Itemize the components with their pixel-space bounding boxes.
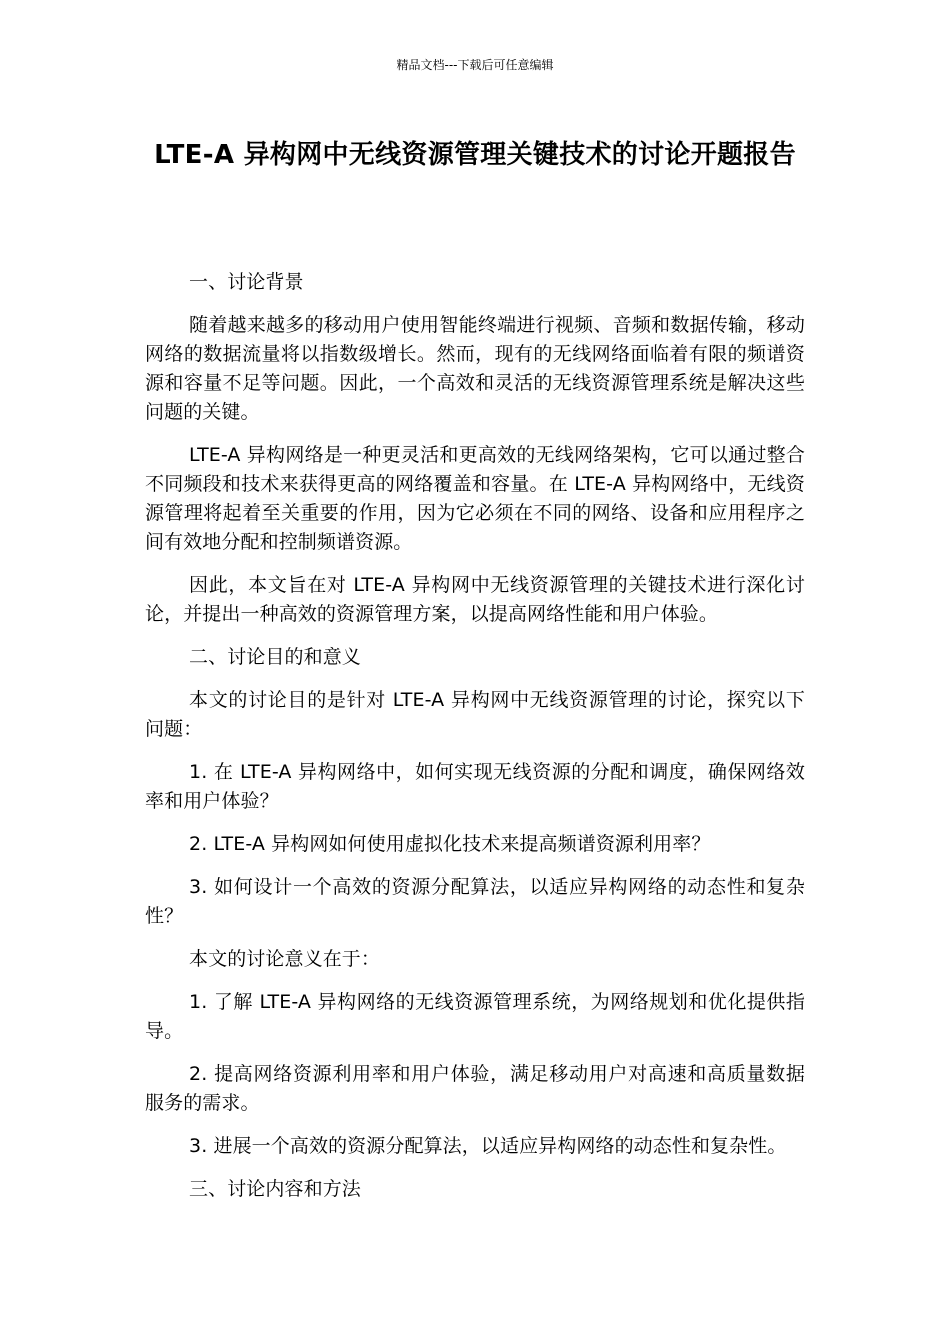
list-item-significance-1: 1. 了解 LTE-A 异构网络的无线资源管理系统，为网络规划和优化提供指导。 (145, 991, 805, 1042)
document-body (145, 268, 805, 1218)
page-header-note: 精品文档---下载后可任意编辑 (396, 58, 554, 72)
list-item-question-1: 1. 在 LTE-A 异构网络中，如何实现无线资源的分配和调度，确保网络效率和用户体验？ (145, 761, 805, 812)
list-item-question-3: 3. 如何设计一个高效的资源分配算法，以适应异构网络的动态性和复杂性？ (145, 876, 805, 927)
section-heading-methods: 三、讨论内容和方法 (189, 1178, 361, 1200)
section-heading-background: 一、讨论背景 (189, 271, 304, 293)
paragraph-background-1: 随着越来越多的移动用户使用智能终端进行视频、音频和数据传输，移动网络的数据流量将以指数级增长。然而，现有的无线网络面临着有限的频谱资源和容量不足等问题。因此，一个高效和灵活的无线资源管理系统是解决这些问题的关键。 (145, 314, 805, 423)
paragraph-purpose-intro: 本文的讨论目的是针对 LTE-A 异构网中无线资源管理的讨论，探究以下问题： (145, 689, 805, 740)
list-item-significance-2: 2. 提高网络资源利用率和用户体验，满足移动用户对高速和高质量数据服务的需求。 (145, 1063, 805, 1114)
paragraph-background-2: LTE-A 异构网络是一种更灵活和更高效的无线网络架构，它可以通过整合不同频段和技术来获得更高的网络覆盖和容量。在 LTE-A 异构网络中，无线资源管理将起着至关重要的作用，因为它必须在不同的网络、设备和应用程序之间有效地分配和控制频谱资源。 (145, 444, 805, 553)
paragraph-background-3: 因此，本文旨在对 LTE-A 异构网中无线资源管理的关键技术进行深化讨论，并提出一种高效的资源管理方案，以提高网络性能和用户体验。 (145, 574, 805, 625)
document-title: LTE-A 异构网中无线资源管理关键技术的讨论开题报告 (154, 140, 796, 170)
list-item-significance-3: 3. 进展一个高效的资源分配算法，以适应异构网络的动态性和复杂性。 (189, 1135, 787, 1157)
list-item-question-2: 2. LTE-A 异构网如何使用虚拟化技术来提高频谱资源利用率？ (189, 833, 711, 855)
section-heading-purpose: 二、讨论目的和意义 (189, 646, 361, 668)
paragraph-significance-intro: 本文的讨论意义在于： (189, 948, 381, 970)
